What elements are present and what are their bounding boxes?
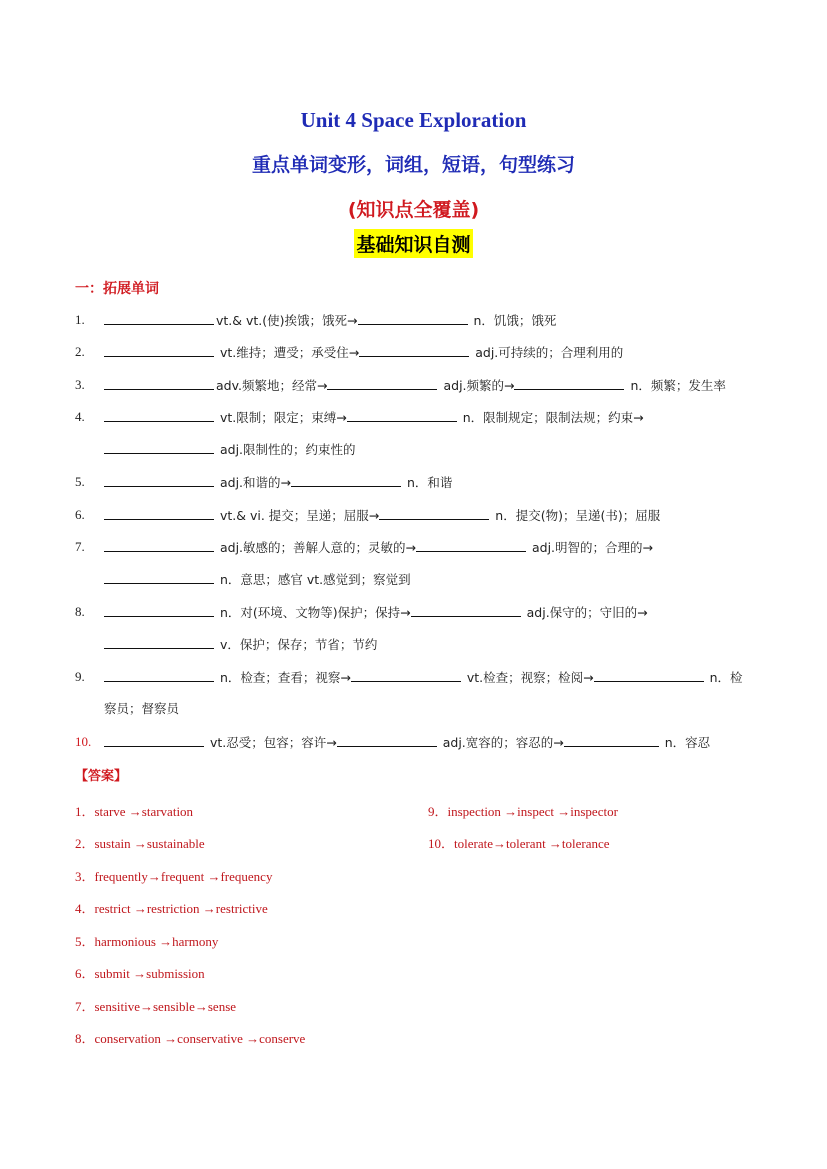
exercise-text: n．检查；查看；视察→ (219, 670, 351, 685)
exercise-number: 9. (75, 669, 85, 684)
exercise-text: adj.敏感的；善解人意的；灵敏的→ (219, 540, 416, 555)
exercise-text: adj.可持续的；合理利用的 (475, 345, 624, 360)
exercise-text: adj.明智的；合理的→ (531, 540, 653, 555)
exercise-number: 10. (75, 734, 92, 749)
unit-title: Unit 4 Space Exploration (300, 108, 527, 132)
section-heading: 一：拓展单词 (75, 281, 159, 297)
self-test-heading-wrap (0, 229, 827, 258)
exercise-text: adj.限制性的；约束性的 (219, 442, 356, 457)
answer-blank[interactable] (104, 439, 214, 454)
exercise-6 (75, 505, 765, 525)
exercise-text: vt.维持；遭受；承受住→ (219, 345, 360, 360)
exercise-text: vt.忍受；包容；容许→ (209, 735, 337, 750)
exercise-text: n．检 (709, 670, 743, 685)
answer-item-1: 1．starve →starvation (75, 804, 194, 819)
exercise-text: v．保护；保存；节省；节约 (219, 637, 378, 652)
answer-blank[interactable] (104, 342, 214, 357)
exercise-8-continued (75, 634, 765, 654)
answer-item-7: 7．sensitive→sensible→sense (75, 999, 237, 1014)
answer-item-4: 4．restrict →restriction →restrictive (75, 901, 268, 916)
answer-blank[interactable] (104, 537, 214, 552)
answer-item-8: 8．conservation →conservative →conserve (75, 1031, 306, 1046)
answer-blank[interactable] (358, 310, 468, 325)
answer-item-5: 5．harmonious →harmony (75, 934, 219, 949)
exercise-number: 3. (75, 377, 85, 392)
answer-blank[interactable] (104, 732, 204, 747)
answer-blank[interactable] (291, 472, 401, 487)
answer-blank[interactable] (104, 634, 214, 649)
answer-item-9: 9．inspection →inspect →inspector (428, 804, 618, 819)
answer-blank[interactable] (347, 407, 457, 422)
exercise-10 (75, 732, 765, 752)
exercise-number: 5. (75, 474, 85, 489)
answer-blank[interactable] (359, 342, 469, 357)
exercise-5 (75, 472, 765, 492)
exercise-text: n．对(环境、文物等)保护；保持→ (219, 605, 411, 620)
answer-item-10: 10．tolerate→tolerant →tolerance (428, 836, 610, 851)
exercise-8 (75, 602, 765, 622)
exercise-text: vt.& vi. 提交；呈递；屈服→ (219, 508, 380, 523)
exercise-text: adj.和谐的→ (219, 475, 291, 490)
answer-blank[interactable] (104, 310, 214, 325)
exercise-text: n．容忍 (664, 735, 711, 750)
exercise-text: 察员；督察员 (104, 701, 180, 716)
exercise-text: vt.限制；限定；束缚→ (219, 410, 347, 425)
exercise-4-continued (75, 439, 765, 459)
exercise-number: 4. (75, 409, 85, 424)
answer-item-2: 2．sustain →sustainable (75, 836, 205, 851)
exercise-number: 1. (75, 312, 85, 327)
answer-blank[interactable] (416, 537, 526, 552)
answer-blank[interactable] (104, 602, 214, 617)
answer-blank[interactable] (594, 667, 704, 682)
exercise-number: 7. (75, 539, 85, 554)
answer-item-3: 3．frequently→frequent →frequency (75, 869, 273, 884)
exercise-2 (75, 342, 765, 362)
answer-blank[interactable] (327, 375, 437, 390)
answer-blank[interactable] (104, 472, 214, 487)
answer-blank[interactable] (104, 569, 214, 584)
answer-blank[interactable] (379, 505, 489, 520)
answer-blank[interactable] (564, 732, 659, 747)
exercise-text: vt.& vt.(使)挨饿；饿死→ (216, 313, 358, 328)
exercise-text: n．提交(物)；呈递(书)；屈服 (495, 508, 661, 523)
exercise-text: adj.频繁的→ (443, 378, 515, 393)
exercise-7-continued (75, 569, 765, 589)
answers-heading: 【答案】 (75, 769, 128, 784)
exercise-3 (75, 375, 765, 395)
answer-item-6: 6．submit →submission (75, 966, 205, 981)
exercise-text: adv.频繁地；经常→ (216, 378, 328, 393)
answer-blank[interactable] (337, 732, 437, 747)
exercise-number: 6. (75, 507, 85, 522)
exercise-4 (75, 407, 765, 427)
exercise-text: vt.检查；视察；检阅→ (466, 670, 594, 685)
exercise-text: n．饥饿；饿死 (473, 313, 557, 328)
answer-blank[interactable] (104, 505, 214, 520)
exercise-text: n．意思；感官 vt.感觉到；察觉到 (219, 572, 411, 587)
exercise-text: n．频繁；发生率 (630, 378, 726, 393)
exercise-text: n．和谐 (406, 475, 453, 490)
answer-blank[interactable] (411, 602, 521, 617)
self-test-heading: 基础知识自测 (354, 229, 472, 258)
exercise-9-continued (75, 699, 765, 719)
answer-blank[interactable] (104, 667, 214, 682)
answer-blank[interactable] (104, 375, 214, 390)
exercise-7 (75, 537, 765, 557)
exercise-number: 8. (75, 604, 85, 619)
exercise-text: n．限制规定；限制法规；约束→ (462, 410, 644, 425)
exercise-number: 2. (75, 344, 85, 359)
exercise-text: adj.宽容的；容忍的→ (442, 735, 564, 750)
answer-blank[interactable] (104, 407, 214, 422)
coverage-subtitle: (知识点全覆盖) (347, 199, 480, 221)
answer-blank[interactable] (514, 375, 624, 390)
exercise-text: adj.保守的；守旧的→ (526, 605, 648, 620)
exercise-9 (75, 667, 765, 687)
exercise-1 (75, 310, 765, 330)
page-title: 重点单词变形，词组，短语，句型练习 (251, 154, 575, 176)
answer-blank[interactable] (351, 667, 461, 682)
